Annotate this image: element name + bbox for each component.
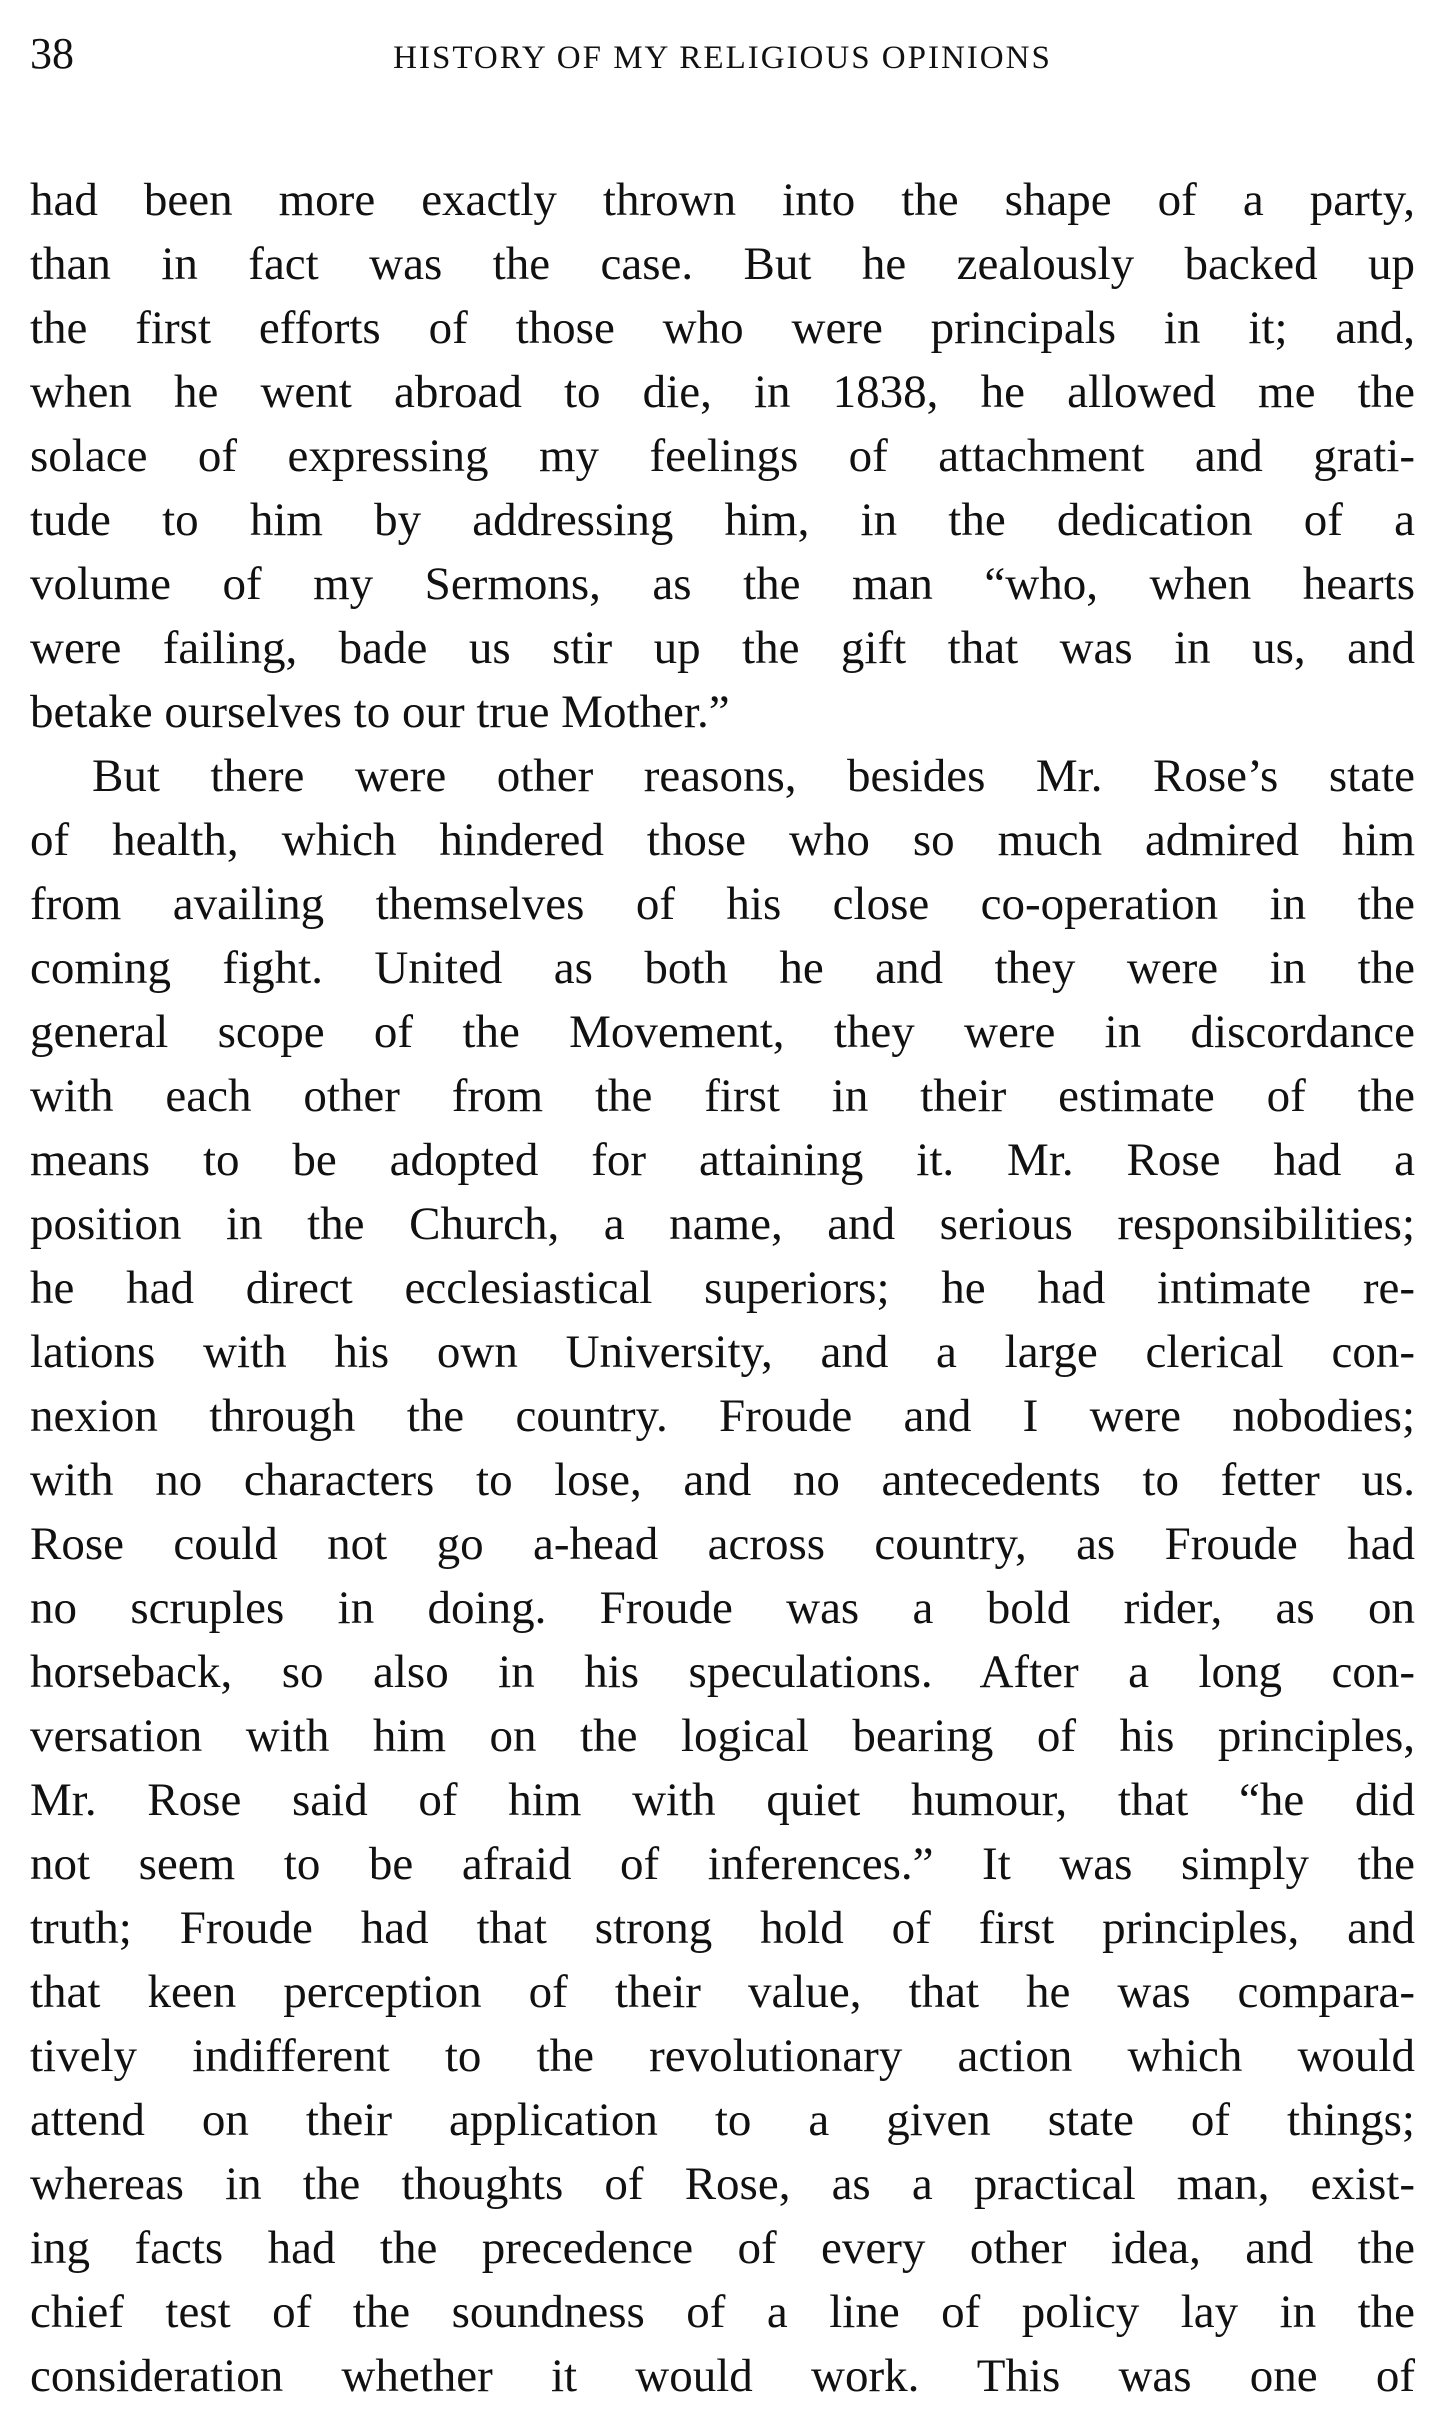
- text-line: position in the Church, a name, and serious responsibilities;: [30, 1198, 1415, 1250]
- text-line: no scruples in doing. Froude was a bold rider, as on: [30, 1582, 1415, 1634]
- text-line: means to be adopted for attaining it. Mr. Rose had a: [30, 1134, 1415, 1186]
- text-line: when he went abroad to die, in 1838, he allowed me the: [30, 366, 1415, 418]
- text-line: volume of my Sermons, as the man “who, when hearts: [30, 558, 1415, 610]
- text-line: with no characters to lose, and no antecedents to fetter us.: [30, 1454, 1415, 1506]
- text-line: betake ourselves to our true Mother.”: [30, 686, 730, 738]
- text-line: general scope of the Movement, they were in discordance: [30, 1006, 1415, 1058]
- text-line: were failing, bade us stir up the gift that was in us, and: [30, 622, 1415, 674]
- text-line: But there were other reasons, besides Mr. Rose’s state: [92, 750, 1415, 802]
- body-text: [30, 168, 1415, 2408]
- text-line: horseback, so also in his speculations. After a long con-: [30, 1646, 1415, 1698]
- text-line: nexion through the country. Froude and I were nobodies;: [30, 1390, 1415, 1442]
- text-line: than in fact was the case. But he zealously backed up: [30, 238, 1415, 290]
- text-line: whereas in the thoughts of Rose, as a practical man, exist-: [30, 2158, 1415, 2210]
- text-line: with each other from the first in their estimate of the: [30, 1070, 1415, 1122]
- text-line: not seem to be afraid of inferences.” It was simply the: [30, 1838, 1415, 1890]
- text-line: had been more exactly thrown into the shape of a party,: [30, 174, 1415, 226]
- running-title: HISTORY OF MY RELIGIOUS OPINIONS: [393, 40, 1052, 76]
- text-line: attend on their application to a given state of things;: [30, 2094, 1415, 2146]
- text-line: truth; Froude had that strong hold of first principles, and: [30, 1902, 1415, 1954]
- text-line: that keen perception of their value, that he was compara-: [30, 1966, 1415, 2018]
- text-line: the first efforts of those who were principals in it; and,: [30, 302, 1415, 354]
- text-line: versation with him on the logical bearing of his principles,: [30, 1710, 1415, 1762]
- text-line: solace of expressing my feelings of attachment and grati-: [30, 430, 1415, 482]
- paragraph-1: [30, 168, 1415, 744]
- text-line: lations with his own University, and a large clerical con-: [30, 1326, 1415, 1378]
- text-line: consideration whether it would work. This was one of: [30, 2350, 1415, 2402]
- text-line: chief test of the soundness of a line of policy lay in the: [30, 2286, 1415, 2338]
- text-line: ing facts had the precedence of every other idea, and the: [30, 2222, 1415, 2274]
- text-line: of health, which hindered those who so much admired him: [30, 814, 1415, 866]
- book-page: [30, 28, 1415, 2408]
- paragraph-2: [30, 744, 1415, 2408]
- text-line: Mr. Rose said of him with quiet humour, that “he did: [30, 1774, 1415, 1826]
- text-line: coming fight. United as both he and they were in the: [30, 942, 1415, 994]
- text-line: from availing themselves of his close co-operation in the: [30, 878, 1415, 930]
- text-line: tively indifferent to the revolutionary action which would: [30, 2030, 1415, 2082]
- page-number: 38: [30, 29, 74, 78]
- text-line: tude to him by addressing him, in the dedication of a: [30, 494, 1415, 546]
- text-line: Rose could not go a-head across country, as Froude had: [30, 1518, 1415, 1570]
- text-line: he had direct ecclesiastical superiors; he had intimate re-: [30, 1262, 1415, 1314]
- running-head: [30, 28, 1415, 92]
